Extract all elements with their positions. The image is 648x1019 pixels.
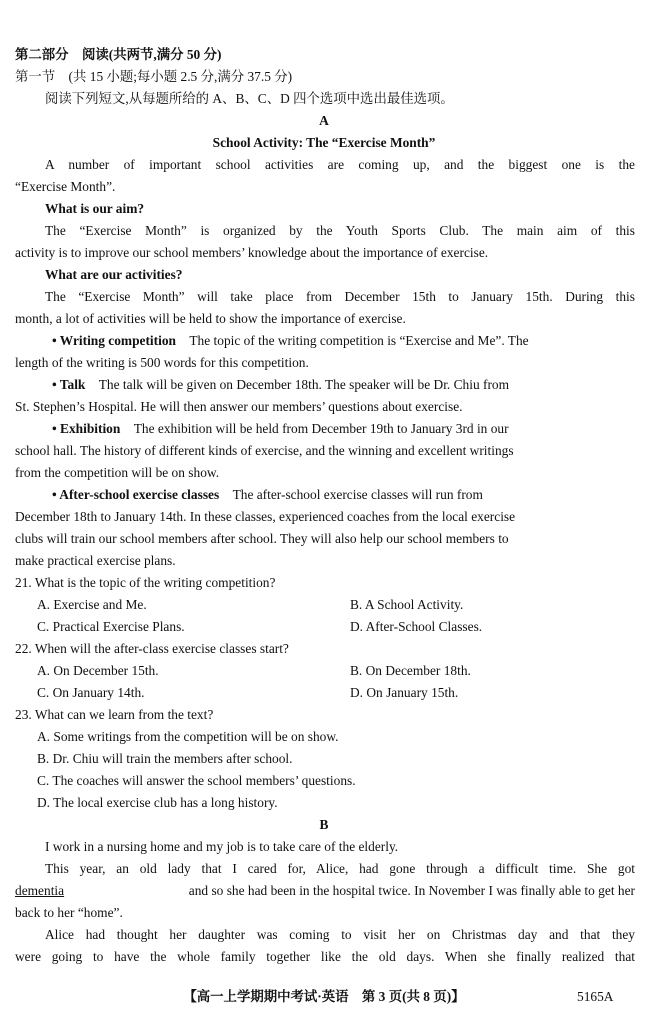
bullet-title: • After-school exercise classes	[52, 487, 220, 502]
passage-line: “Exercise Month”.	[15, 179, 116, 194]
footer-code: 5165A	[577, 989, 614, 1004]
bullet-writing	[52, 331, 529, 351]
bullet-title: • Exhibition	[52, 421, 121, 436]
passage-line: St. Stephen’s Hospital. He will then answer our members’ questions about exercise.	[15, 399, 463, 414]
passage-line: make practical exercise plans.	[15, 553, 176, 568]
bullet-talk	[52, 375, 509, 395]
bullet-text: The after-school exercise classes will run from	[232, 487, 483, 502]
question-stem: 21. What is the topic of the writing competition?	[15, 575, 276, 590]
option: B. On December 18th.	[350, 663, 471, 678]
bullet-text: The exhibition will be held from December 19th to January 3rd in our	[133, 421, 509, 436]
passage-line: back to her “home”.	[15, 905, 123, 920]
passage-line: I work in a nursing home and my job is to take care of the elderly.	[45, 839, 399, 854]
passage-line: This year, an old lady that I cared for, Alice, had gone through a difficult time. She got	[45, 861, 635, 876]
passage-a-label: A	[319, 113, 329, 128]
option: B. Dr. Chiu will train the members after school.	[37, 751, 293, 766]
passage-line: from the competition will be on show.	[15, 465, 220, 480]
subheading: What is our aim?	[45, 201, 145, 216]
question-stem: 23. What can we learn from the text?	[15, 707, 214, 722]
passage-line: The “Exercise Month” will take place from December 15th to January 15th. During this	[45, 289, 635, 304]
bullet-text: The topic of the writing competition is “Exercise and Me”. The	[189, 333, 529, 348]
passage-line	[15, 881, 635, 901]
option: A. On December 15th.	[37, 663, 159, 678]
passage-line: December 18th to January 14th. In these classes, experienced coaches from the local exercise	[15, 509, 516, 524]
footer: 【高一上学期期中考试·英语 第 3 页(共 8 页)】	[183, 989, 465, 1004]
underlined-word: dementia	[15, 883, 65, 898]
bullet-exhibition	[52, 419, 509, 439]
passage-b-label: B	[319, 817, 329, 832]
option: A. Exercise and Me.	[37, 597, 147, 612]
bullet-title: • Talk	[52, 377, 86, 392]
option: D. The local exercise club has a long history.	[37, 795, 278, 810]
passage-line: clubs will train our school members after school. They will also help our school members to	[15, 531, 509, 546]
bullet-title: • Writing competition	[52, 333, 176, 348]
part-heading: 第二部分 阅读(共两节,满分 50 分)	[15, 47, 222, 62]
option: D. After-School Classes.	[350, 619, 483, 634]
passage-line: The “Exercise Month” is organized by the Youth Sports Club. The main aim of this	[45, 223, 635, 238]
passage-line: month, a lot of activities will be held to show the importance of exercise.	[15, 311, 406, 326]
option: D. On January 15th.	[350, 685, 459, 700]
option: A. Some writings from the competition will be on show.	[37, 729, 339, 744]
bullet-text: The talk will be given on December 18th. The speaker will be Dr. Chiu from	[98, 377, 510, 392]
option: B. A School Activity.	[350, 597, 464, 612]
passage-line: school hall. The history of different kinds of exercise, and the winning and excellent writings	[15, 443, 514, 458]
passage-line-rest: and so she had been in the hospital twice. In November I was finally able to get her	[188, 883, 635, 898]
passage-line: Alice had thought her daughter was coming to visit her on Christmas day and that they	[45, 927, 635, 942]
instruction: 阅读下列短文,从每题所给的 A、B、C、D 四个选项中选出最佳选项。	[45, 91, 454, 106]
passage-line: length of the writing is 500 words for this competition.	[15, 355, 309, 370]
passage-line: were going to have the whole family together like the old days. When she finally realized that	[15, 949, 635, 964]
option: C. The coaches will answer the school members’ questions.	[37, 773, 356, 788]
passage-a-title: School Activity: The “Exercise Month”	[212, 135, 436, 150]
passage-line: A number of important school activities are coming up, and the biggest one is the	[45, 157, 635, 172]
question-stem: 22. When will the after-class exercise classes start?	[15, 641, 289, 656]
subheading: What are our activities?	[45, 267, 183, 282]
section-heading: 第一节 (共 15 小题;每小题 2.5 分,满分 37.5 分)	[15, 69, 293, 84]
bullet-after-school	[52, 485, 483, 505]
option: C. Practical Exercise Plans.	[37, 619, 185, 634]
option: C. On January 14th.	[37, 685, 145, 700]
passage-line: activity is to improve our school members’ knowledge about the importance of exercise.	[15, 245, 489, 260]
